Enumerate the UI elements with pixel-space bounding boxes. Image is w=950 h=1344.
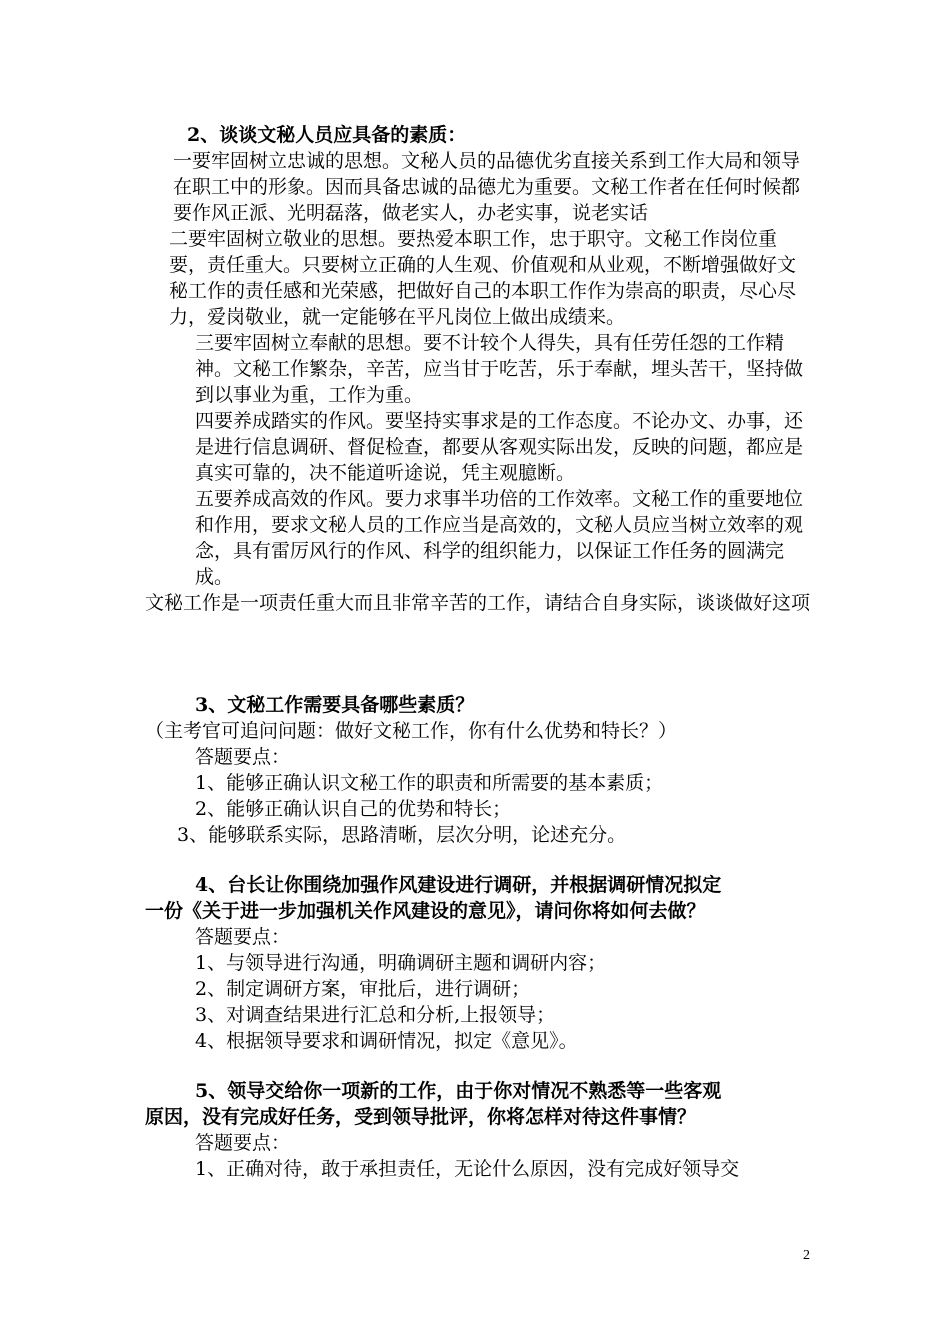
answer-points-label: 答题要点： (195, 746, 291, 768)
paragraph-question-text: 文秘工作是一项责任重大而且非常辛苦的工作，请结合自身实际，谈谈做好这项 (145, 592, 811, 614)
answer-point: 3、能够联系实际，思路清晰，层次分明，论述充分。 (177, 824, 627, 846)
section-heading-q4-line1: 4、台长让你围绕加强作风建设进行调研，并根据调研情况拟定 (195, 874, 722, 896)
paragraph-devotion: 三要牢固树立奉献的思想。要不计较个人得失，具有任劳任怨的工作精神。文秘工作繁杂，辛苦，应当甘于吃苦，乐于奉献，埋头苦干，坚持做到以事业为重，工作为重。 (195, 332, 804, 406)
answer-point: 2、能够正确认识自己的优势和特长； (195, 798, 512, 820)
answer-point: 1、与领导进行沟通，明确调研主题和调研内容； (195, 952, 607, 974)
section-heading-q4-line2: 一份《关于进一步加强机关作风建设的意见》，请问你将如何去做？ (145, 900, 706, 922)
answer-point: 4、根据领导要求和调研情况，拟定《意见》。 (195, 1030, 578, 1052)
section-heading-q5-line2: 原因，没有完成好任务，受到领导批评，你将怎样对待这件事情？ (145, 1106, 697, 1128)
answer-points-label: 答题要点： (195, 926, 291, 948)
answer-point: 2、制定调研方案，审批后，进行调研； (195, 978, 531, 1000)
answer-points-label: 答题要点： (195, 1132, 291, 1154)
paragraph-loyalty: 一要牢固树立忠诚的思想。文秘人员的品德优劣直接关系到工作大局和领导在职工中的形象。因而具备忠诚的品德尤为重要。文秘工作者在任何时候都要作风正派、光明磊落，做老实人，办老实事，说老实话 (173, 150, 801, 224)
answer-point: 3、对调查结果进行汇总和分析,上报领导； (195, 1004, 556, 1026)
paragraph-efficient-style: 五要养成高效的作风。要力求事半功倍的工作效率。文秘工作的重要地位和作用，要求文秘人员的工作应当是高效的，文秘人员应当树立效率的观念，具有雷厉风行的作风、科学的组织能力，以保证工作任务的圆满完成。 (195, 488, 804, 588)
paragraph-dedication: 二要牢固树立敬业的思想。要热爱本职工作，忠于职守。文秘工作岗位重要，责任重大。只要树立正确的人生观、价值观和从业观，不断增强做好文秘工作的责任感和光荣感，把做好自己的本职工作作为崇高的职责，尽心尽力，爱岗敬业，就一定能够在平凡岗位上做出成绩来。 (169, 228, 797, 328)
section-heading-q2: 2、谈谈文秘人员应具备的素质： (187, 124, 467, 146)
spacer (145, 616, 810, 692)
section-heading-q5-line1: 5、领导交给你一项新的工作，由于你对情况不熟悉等一些客观 (195, 1080, 722, 1102)
section-heading-q3: 3、文秘工作需要具备哪些素质？ (195, 694, 475, 716)
answer-point: 1、能够正确认识文秘工作的职责和所需要的基本素质； (195, 772, 664, 794)
document-body (145, 122, 810, 1182)
page-number: 2 (803, 1248, 810, 1263)
answer-point: 1、正确对待，敢于承担责任，无论什么原因，没有完成好领导交 (195, 1158, 740, 1180)
paragraph-practical-style: 四要养成踏实的作风。要坚持实事求是的工作态度。不论办文、办事，还是进行信息调研、督促检查，都要从客观实际出发，反映的问题，都应是真实可靠的，决不能道听途说，凭主观臆断。 (195, 410, 804, 484)
spacer (145, 1054, 810, 1078)
follow-up-question: （主考官可追问问题：做好文秘工作，你有什么优势和特长？） (145, 720, 678, 742)
spacer (145, 848, 810, 872)
